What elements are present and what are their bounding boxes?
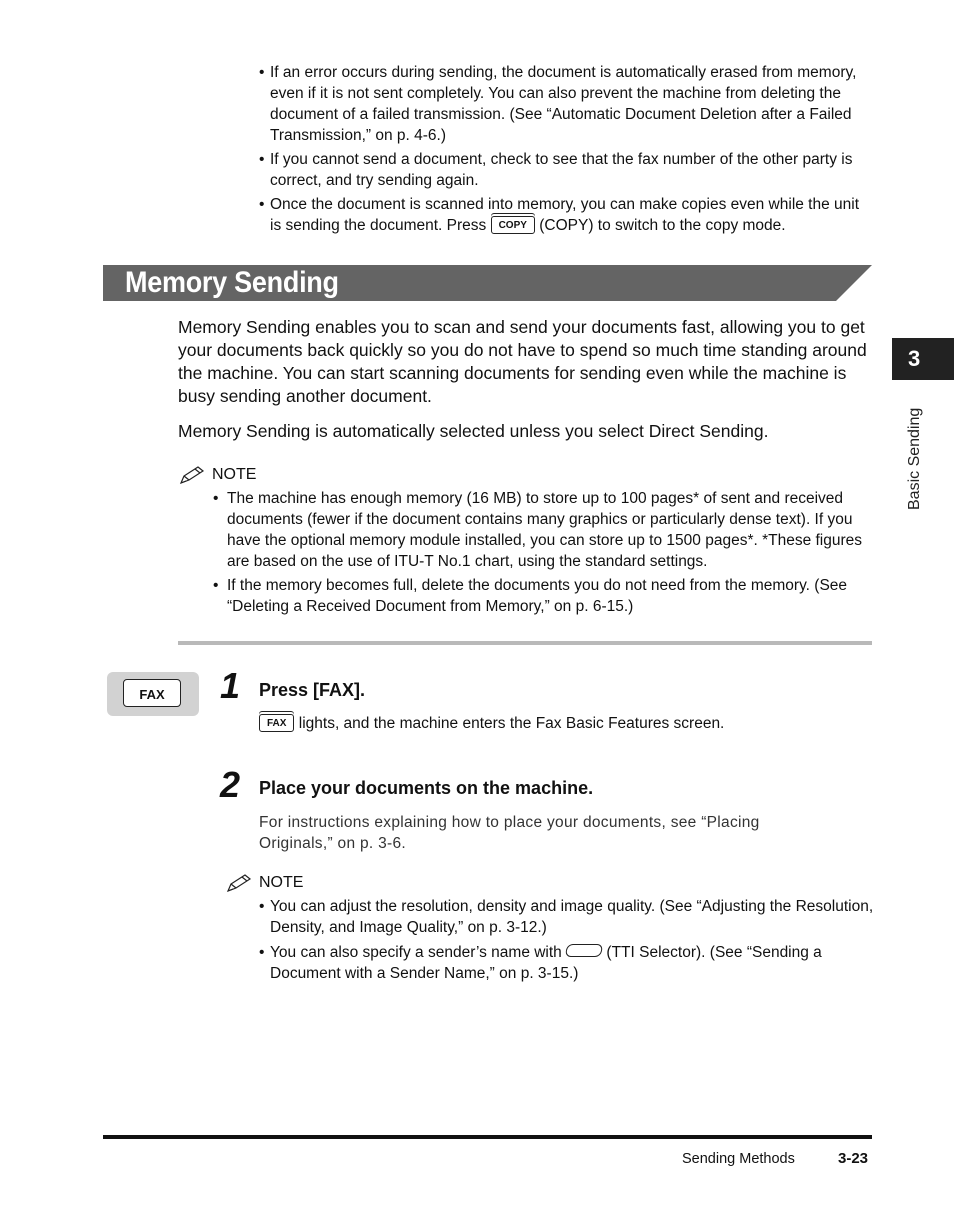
intro-paragraph-2: Memory Sending is automatically selected unless you select Direct Sending. bbox=[178, 421, 769, 441]
intro-paragraph: Memory Sending enables you to scan and send your documents fast, allowing you to get your documents back quickly so you do not have to spend so much time standing around the machine. You can start scanning documents for sending even while the machine is busy sending another document. bbox=[178, 317, 867, 406]
tti-selector-key-icon bbox=[565, 944, 603, 957]
list-item-text: Once the document is scanned into memory, you can make copies even while the unit is sending the document. Press bbox=[270, 196, 860, 234]
list-item bbox=[259, 194, 874, 236]
list-item-text: You can also specify a sender’s name with bbox=[270, 944, 567, 961]
list-item: • If you cannot send a document, check to see that the fax number of the other party is correct, and try sending again. bbox=[259, 149, 874, 191]
list-item: • The machine has enough memory (16 MB) to store up to 100 pages* of sent and received documents (fewer if the document contains many graphics or particularly dense text). If you have the optional memory module installed, you can store up to 1500 pages*. *These figures are based on the use of ITU-T No.1 chart, using the standard settings. bbox=[213, 488, 879, 572]
chapter-label: Basic Sending bbox=[906, 407, 923, 510]
list-item: • If an error occurs during sending, the document is automatically erased from memory, even if it is not sent completely. You can also prevent the machine from deleting the document of a failed transmission. (See “Automatic Document Deletion after a Failed Transmission,” on p. 4-6.) bbox=[259, 62, 874, 146]
step-number: 1 bbox=[220, 665, 241, 706]
step-description: For instructions explaining how to place your documents, see “Placing Originals,” on p. 3-6. bbox=[259, 814, 760, 852]
list-item: • If the memory becomes full, delete the documents you do not need from the memory. (See “Deleting a Received Document from Memory,” on p. 6-15.) bbox=[213, 575, 879, 617]
fax-key-icon: FAX bbox=[123, 679, 181, 707]
divider bbox=[178, 641, 872, 645]
chapter-tab: 3 bbox=[892, 338, 954, 380]
pencil-note-icon bbox=[225, 873, 253, 893]
footer-rule bbox=[103, 1135, 872, 1139]
note-heading-label: NOTE bbox=[259, 874, 304, 892]
note-list bbox=[213, 488, 879, 620]
note-heading bbox=[225, 873, 303, 893]
list-item-text: (TTI Selector). (See “Sending a Document with a Sender Name,” on p. 3-15.) bbox=[270, 944, 822, 982]
step-title: Place your documents on the machine. bbox=[259, 778, 594, 798]
list-item bbox=[259, 942, 874, 984]
step-number: 2 bbox=[220, 764, 241, 805]
page-number: 3-23 bbox=[838, 1150, 869, 1167]
copy-key-icon: COPY bbox=[491, 216, 535, 234]
step-description bbox=[259, 713, 724, 735]
top-bullet-list bbox=[259, 62, 874, 239]
pencil-note-icon bbox=[178, 465, 206, 485]
fax-key-icon: FAX bbox=[259, 714, 294, 732]
note-heading-label: NOTE bbox=[212, 466, 257, 484]
note-heading bbox=[178, 465, 256, 485]
note-list bbox=[259, 896, 874, 988]
list-item: • You can adjust the resolution, density and image quality. (See “Adjusting the Resolution, Density, and Image Quality,” on p. 3-12.) bbox=[259, 896, 874, 938]
list-item-text: (COPY) to switch to the copy mode. bbox=[534, 217, 786, 234]
step-description-text: lights, and the machine enters the Fax Basic Features screen. bbox=[294, 715, 725, 732]
section-title: Memory Sending bbox=[125, 266, 339, 299]
footer-section-name: Sending Methods bbox=[682, 1151, 795, 1167]
step-title: Press [FAX]. bbox=[259, 680, 366, 700]
